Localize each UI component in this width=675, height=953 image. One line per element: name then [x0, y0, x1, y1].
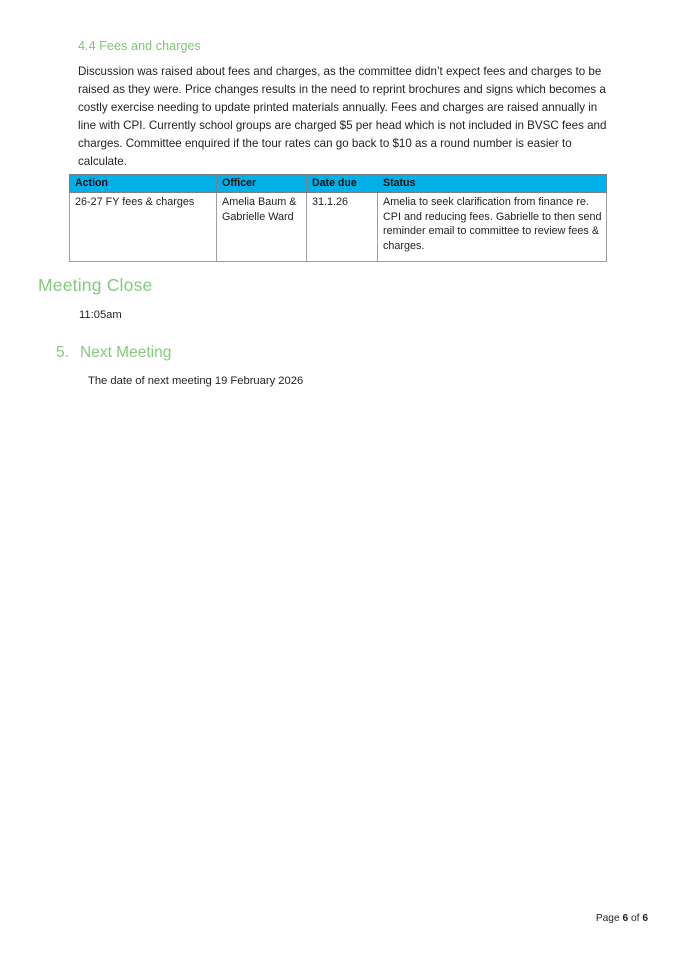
heading-next-meeting	[56, 344, 171, 362]
footer-total-pages: 6	[642, 913, 648, 924]
page-footer	[596, 913, 648, 924]
table-row	[70, 193, 607, 262]
table-header-status: Status	[378, 175, 607, 193]
footer-separator: of	[630, 913, 640, 924]
table-header-row	[70, 175, 607, 193]
heading-next-meeting-number: 5.	[56, 344, 69, 361]
meeting-close-time: 11:05am	[79, 309, 122, 321]
table-header-action: Action	[70, 175, 217, 193]
section-heading-fees-and-charges: 4.4 Fees and charges	[78, 39, 201, 53]
table-cell-status: Amelia to seek clarification from finance re. CPI and reducing fees. Gabrielle to then send reminder email to committee to review fees & charges.	[378, 193, 607, 262]
section-body-paragraph: Discussion was raised about fees and charges, as the committee didn’t expect fees and charges to be raised as they were. Price changes results in the need to reprint brochures and signs which becomes a costly exercise needing to update printed materials annually. Fees and charges are raised annually in line with CPI. Currently school groups are charged $5 per head which is not included in BVSC fees and charges. Committee enquired if the tour rates can go back to $10 as a round number is easier to calculate.	[78, 65, 607, 169]
footer-prefix: Page	[595, 913, 620, 924]
heading-meeting-close: Meeting Close	[38, 275, 153, 295]
action-items-table	[69, 174, 607, 262]
table-header-officer: Officer	[217, 175, 307, 193]
heading-next-meeting-label: Next Meeting	[80, 344, 172, 361]
table-cell-officer: Amelia Baum & Gabrielle Ward	[217, 193, 307, 262]
table-cell-action: 26-27 FY fees & charges	[70, 193, 217, 262]
table-header-date-due: Date due	[307, 175, 378, 193]
footer-current-page: 6	[622, 913, 629, 924]
table-cell-date-due: 31.1.26	[307, 193, 378, 262]
next-meeting-date: The date of next meeting 19 February 2026	[88, 375, 304, 387]
